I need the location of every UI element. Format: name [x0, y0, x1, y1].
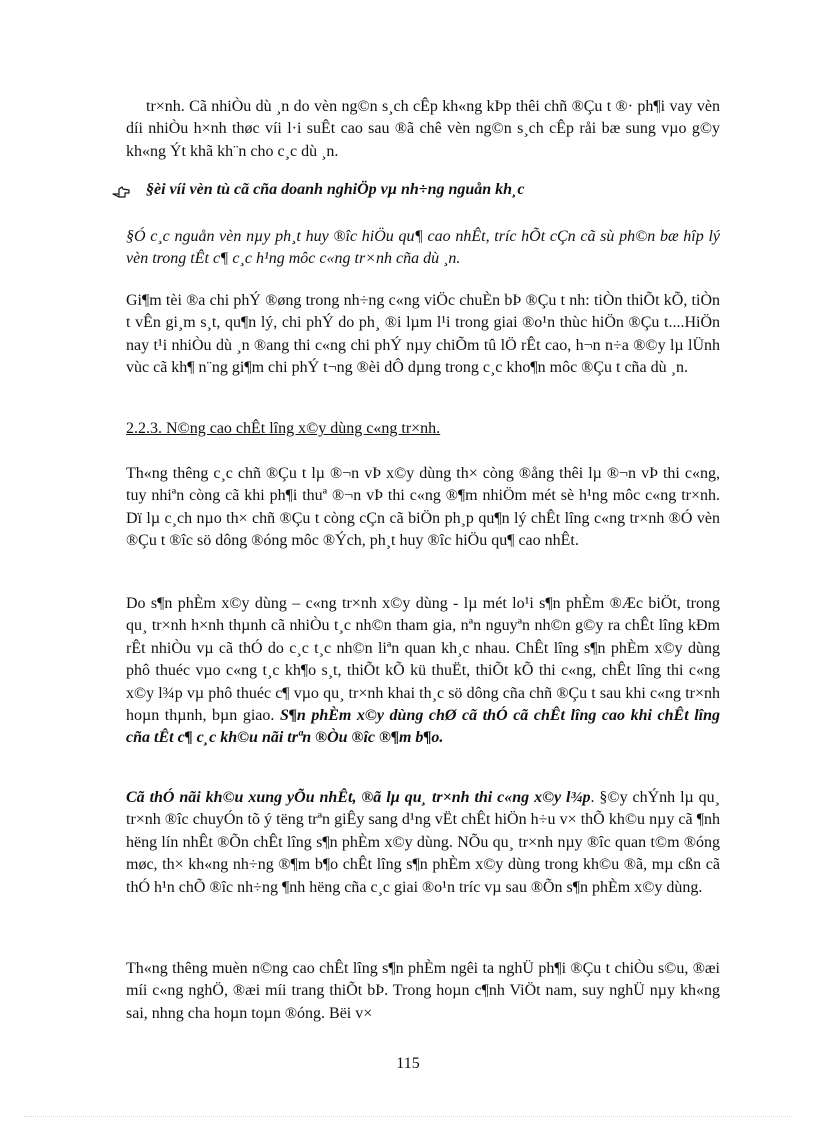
paragraph-4-emphasis: S¶n phÈm x©y dùng chØ cã thÓ cã chÊt lîng cao khi chÊt lîng cña tÊt c¶ c¸c kh©u nãi trªn ®Òu ®îc ®¶m b¶o. — [126, 707, 720, 747]
bullet-heading-row — [112, 181, 722, 205]
paragraph-2: Gi¶m tèi ®a chi phÝ ®øng trong nh÷ng c«ng viÖc chuÈn bÞ ®Çu t nh: tiÒn thiÕt kÕ, tiÒn t vÊn gi¸m s¸t, qu¶n lý, chi phÝ do ph¸ ®i lµm l¹i trong giai ®o¹n thùc hiÖn ®Çu t....HiÖn nay t¹i nhiÒu dù ¸n ®ang thi c«ng chi phÝ nµy chiÕm tû lÖ rÊt cao, h¬n n÷a ®©y lµ lÜnh vùc cã kh¶ n¨ng gi¶m chi phÝ t¬ng ®èi dÔ dµng trong c¸c kho¶n môc ®Çu t cña dù ¸n. — [126, 292, 720, 377]
pointing-hand-icon — [112, 183, 130, 201]
paragraph-5-lead: Cã thÓ nãi kh©u xung yÕu nhÊt, ®ã lµ qu¸ tr×nh thi c«ng x©y l¾p — [126, 789, 591, 806]
italic-paragraph: §Ó c¸c nguån vèn nµy ph¸t huy ®îc hiÖu qu¶ cao nhÊt, tríc hÕt cÇn cã sù ph©n bæ hîp lý vèn trong tÊt c¶ c¸c h¹ng môc c«ng tr×nh cña dù ¸n. — [126, 228, 720, 268]
paragraph-4-main: Do s¶n phÈm x©y dùng – c«ng tr×nh x©y dùng - lµ mét lo¹i s¶n phÈm ®Æc biÖt, trong qu¸ tr×nh h×nh thµnh cã nhiÒu t¸c nh©n tham gia, nªn nguyªn nh©n g©y ra chÊt lîng kÐm rÊt nhiÒu vµ cã thÓ do c¸c t¸c nh©n liªn quan kh¸c nhau. ChÊt lîng s¶n phÈm x©y dùng phô thuéc vµo c«ng t¸c kh¶o s¸t, thiÕt kÕ kü thuËt, thiÕt kÕ thi c«ng, chÊt lîng thi c«ng x©y l¾p vµ phô thuéc c¶ vµo qu¸ tr×nh khai th¸c sö dông cña chñ ®Çu t sau khi c«ng tr×nh hoµn thµnh, bµn giao. — [126, 595, 720, 725]
paragraph-4 — [126, 593, 720, 750]
paragraph-6: Th«ng thêng muèn n©ng cao chÊt lîng s¶n phÈm ngêi ta nghÜ ph¶i ®Çu t chiÒu s©u, ®æi míi c«ng nghÖ, ®æi míi trang thiÕt bÞ. Trong hoµn c¶nh ViÖt nam, suy nghÜ nµy kh«ng sai, nhng cha hoµn toµn ®óng. Bëi v× — [126, 960, 720, 1022]
paragraph-3: Th«ng thêng c¸c chñ ®Çu t lµ ®¬n vÞ x©y dùng th× còng ®ång thêi lµ ®¬n vÞ thi c«ng, tuy nhiªn còng cã khi ph¶i thuª ®¬n vÞ thi c«ng ®¶m nhiÖm mét sè h¹ng môc c«ng tr×nh. Dï lµ c¸ch nµo th× chñ ®Çu t còng cÇn cã biÖn ph¸p qu¶n lý chÊt lîng c«ng tr×nh ®Ó vèn ®Çu t ®îc sö dông ®óng môc ®Ých, ph¸t huy ®îc hiÖu qu¶ cao nhÊt. — [126, 465, 720, 550]
bullet-heading: §èi víi vèn tù cã cña doanh nghiÖp vµ nh÷ng nguån kh¸c — [146, 181, 525, 198]
page-number: 115 — [396, 1055, 420, 1072]
footer-divider — [24, 1116, 792, 1117]
paragraph-5-rest: . §©y chÝnh lµ qu¸ tr×nh ®îc chuyÓn tõ ý tëng trªn giÊy sang d¹ng vËt chÊt hiÖn h÷u v× thÕ kh©u nµy cã ¶nh hëng lín nhÊt ®Õn chÊt lîng s¶n phÈm x©y dùng. NÕu qu¸ tr×nh nµy ®îc quan t©m ®óng møc, th× kh«ng nh÷ng ®¶m b¶o chÊt lîng s¶n phÈm x©y dùng trong kh©u ®ã, mµ cßn cã thÓ h¹n chÕ ®îc nh÷ng ¶nh hëng cña c¸c giai ®o¹n tríc vµ sau ®Õn s¶n phÈm x©y dùng. — [126, 789, 720, 896]
section-heading: 2.2.3. N©ng cao chÊt lîng x©y dùng c«ng tr×nh. — [126, 420, 441, 437]
paragraph-5 — [126, 787, 720, 899]
paragraph-1: tr×nh. Cã nhiÒu dù ¸n do vèn ng©n s¸ch cÊp kh«ng kÞp thêi chñ ®Çu t ®· ph¶i vay vèn díi nhiÒu h×nh thøc víi l·i suÊt cao sau ®ã chê vèn ng©n s¸ch cÊp råi bæ sung vµo g©y kh«ng Ýt khã kh¨n cho c¸c dù ¸n. — [126, 98, 720, 160]
